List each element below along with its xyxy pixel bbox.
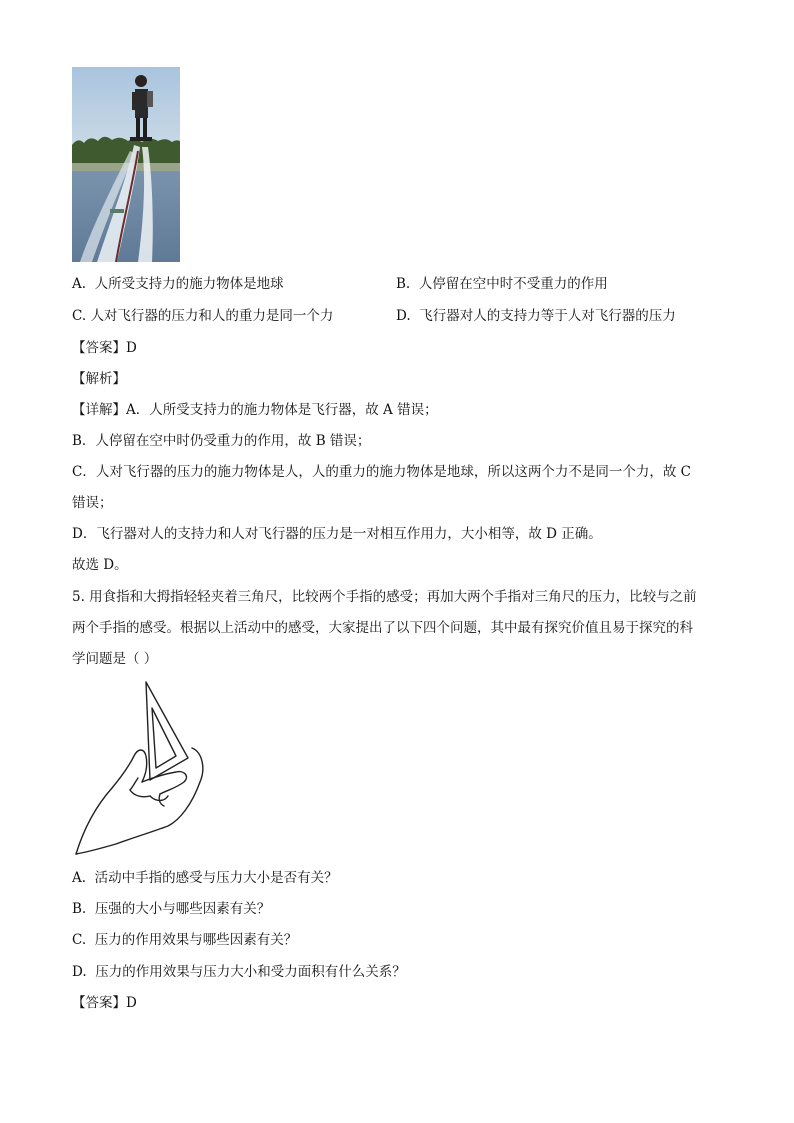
q5-option-c <box>72 930 297 950</box>
q4-detail-line-4: 错误； <box>72 495 113 511</box>
q5-stem-line-3: 学问题是（ ） <box>72 651 158 667</box>
option-key: B. <box>72 901 87 917</box>
option-key: A. <box>72 870 87 886</box>
q5-option-d <box>72 962 406 982</box>
option-text: 人对飞行器的压力和人的重力是同一个力 <box>90 308 334 324</box>
flyboard-photo <box>72 67 180 262</box>
option-text: 活动中手指的感受与压力大小是否有关？ <box>94 870 338 886</box>
q5-stem-line-1: 5. 用食指和大拇指轻轻夹着三角尺，比较两个手指的感受；再加大两个手指对三角尺的压力，比较与之前 <box>72 589 697 605</box>
answer-label: 【答案】 <box>72 340 126 356</box>
q4-detail-line-5: D．飞行器对人的支持力和人对飞行器的压力是一对相互作用力，大小相等，故 D 正确。 <box>72 526 602 542</box>
q4-option-c <box>72 306 333 326</box>
option-key: C. <box>72 308 87 324</box>
option-text: 飞行器对人的支持力等于人对飞行器的压力 <box>419 308 676 324</box>
option-text: 压力的作用效果与哪些因素有关？ <box>94 932 298 948</box>
q4-detail-line-2: B．人停留在空中时仍受重力的作用，故 B 错误； <box>72 433 371 449</box>
option-text: 人所受支持力的施力物体是地球 <box>94 276 284 292</box>
q4-option-a <box>72 274 284 294</box>
q4-option-d <box>396 306 676 326</box>
answer-value: D <box>126 995 137 1011</box>
q4-detail-line-3: C．人对飞行器的压力的施力物体是人，人的重力的施力物体是地球，所以这两个力不是同一个力，故 C <box>72 464 691 480</box>
q4-detail-line-1 <box>72 400 438 420</box>
detail-label: 【详解】 <box>72 402 126 418</box>
answer-label: 【答案】 <box>72 995 126 1011</box>
hand-triangle-illustration <box>72 678 212 858</box>
q5-answer <box>72 993 137 1013</box>
option-text: 压力的作用效果与压力大小和受力面积有什么关系？ <box>95 964 406 980</box>
option-key: A. <box>72 276 87 292</box>
q4-analysis-label: 【解析】 <box>72 371 126 387</box>
option-key: D. <box>72 964 87 980</box>
q5-stem-line-2: 两个手指的感受。根据以上活动中的感受，大家提出了以下四个问题，其中最有探究价值且易于探究的科 <box>72 620 693 636</box>
option-text: 压强的大小与哪些因素有关？ <box>94 901 271 917</box>
option-text: 人停留在空中时不受重力的作用 <box>418 276 608 292</box>
option-key: B. <box>396 276 411 292</box>
q5-option-a <box>72 868 338 888</box>
flyboard-photo-illustration <box>72 67 180 262</box>
q4-conclusion: 故选 D。 <box>72 557 128 573</box>
option-key: D. <box>396 308 411 324</box>
hand-triangle-figure <box>72 678 212 858</box>
detail-text: A．人所受支持力的施力物体是飞行器，故 A 错误； <box>126 402 438 418</box>
q4-option-b <box>396 274 608 294</box>
q4-answer <box>72 338 137 358</box>
option-key: C. <box>72 932 87 948</box>
q5-option-b <box>72 899 270 919</box>
answer-value: D <box>126 340 137 356</box>
